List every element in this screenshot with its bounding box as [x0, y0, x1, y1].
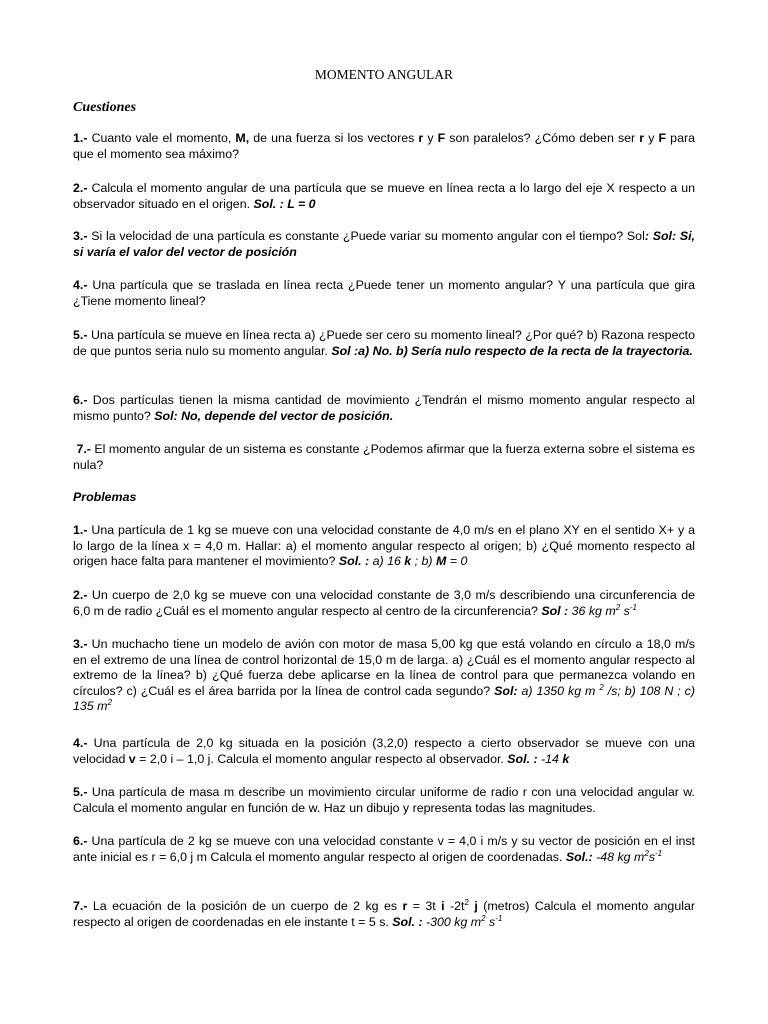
problem-7: 7.- La ecuación de la posición de un cuerpo de 2 kg es r = 3t i $-2t^2$ j (metros) Calcula el momento angular respecto al origen de coordenadas en ele instante t = 5 s. Sol. : -300 kg $m^2$ $s^{-1}$	[73, 897, 695, 929]
problem-2: 2.- Un cuerpo de 2,0 kg se mueve con una velocidad constante de 3,0 m/s describiendo una circunferencia de 6,0 m de radio ¿Cuál es el momento angular respecto al centro de la circunferencia? Sol : 36 kg $m^2$ $s^{-1}$	[73, 588, 695, 618]
question-1: 1.- Cuanto vale el momento, M, de una fuerza si los vectores r y F son paralelos? ¿Cómo deben ser r y F para que el momento sea máximo?	[73, 131, 695, 161]
question-number: 5.-	[73, 328, 88, 342]
question-3: 3.- Si la velocidad de una partícula es constante ¿Puede variar su momento angular con el tiempo? Sol: Sol: Si, si varía el valor del vector de posición	[73, 229, 695, 259]
question-number: 7.-	[76, 442, 91, 456]
problem-number: 4.-	[73, 736, 88, 750]
question-7: 7.- El momento angular de un sistema es constante ¿Podemos afirmar que la fuerza externa sobre el sistema es nula?	[73, 442, 695, 472]
section-heading-problemas: Problemas	[73, 490, 137, 504]
solution: Sol: No, depende del vector de posición.	[154, 408, 394, 423]
solution: Sol. : L = 0	[253, 196, 316, 211]
problem-number: 5.-	[73, 785, 88, 799]
question-2: 2.- Calcula el momento angular de una partícula que se mueve en línea recta a lo largo del eje X respecto a un observador situado en el origen. Sol. : L = 0	[73, 181, 695, 211]
problem-1: 1.- Una partícula de 1 kg se mueve con una velocidad constante de 4,0 m/s en el plano XY en el sentido X+ y a lo largo de la línea x = 4,0 m. Hallar: a) el momento angular respecto al origen; b) ¿Qué momento respecto al origen hace falta para mantener el movimiento? Sol. : a) 16 k ; b) M = 0	[73, 523, 695, 568]
solution: : Sol: Si, si varía el valor del vector de posición	[73, 229, 695, 259]
solution: Sol :a) No. b) Sería nulo respecto de la recta de la trayectoria.	[331, 343, 693, 358]
section-heading-cuestiones: Cuestiones	[73, 100, 137, 115]
question-number: 3.-	[73, 229, 88, 243]
problem-4: 4.- Una partícula de 2,0 kg situada en la posición (3,2,0) respecto a cierto observador se mueve con una velocidad v = 2,0 i – 1,0 j. Calcula el momento angular respecto al observador. Sol. : -14 k	[73, 736, 695, 766]
problem-5: 5.- Una partícula de masa m describe un movimiento circular uniforme de radio r con una velocidad angular w. Calcula el momento angular en función de w. Haz un dibujo y representa todas las magnitudes.	[73, 785, 695, 815]
page-title: MOMENTO ANGULAR	[314, 67, 454, 82]
problem-6: 6.- Una partícula de 2 kg se mueve con una velocidad constante v = 4,0 i m/s y su vector de posición en el inst ante inicial es r = 6,0 j m Calcula el momento angular respecto al origen de coordenadas. Sol.: -48 kg $m^2s^{-1}$	[73, 834, 695, 864]
question-number: 1.-	[73, 131, 88, 145]
question-number: 6.-	[73, 393, 88, 407]
problem-number: 1.-	[73, 523, 88, 537]
problem-number: 3.-	[73, 637, 88, 651]
question-number: 4.-	[73, 278, 88, 292]
problem-number: 7.-	[73, 899, 88, 913]
question-4: 4.- Una partícula que se traslada en línea recta ¿Puede tener un momento angular? Y una partícula que gira ¿Tiene momento lineal?	[73, 278, 695, 308]
problem-3: 3.- Un muchacho tiene un modelo de avión con motor de masa 5,00 kg que está volando en círculo a 18,0 m/s en el extremo de una línea de control horizontal de 15,0 m de larga. a) ¿Cuál es el momento angular respecto al extremo de la línea? b) ¿Qué fuerza debe aplicarse en la línea de control para que permanezca volando en círculos? c) ¿Cuál es el área barrida por la línea de control cada segundo? Sol: a) 1350 kg m $^2$ /s; b) 108 N ; c) 135 $m^2$	[73, 637, 696, 713]
question-5: 5.- Una partícula se mueve en línea recta a) ¿Puede ser cero su momento lineal? ¿Por qué? b) Razona respecto de que puntos seria nulo su momento angular. Sol :a) No. b) Sería nulo respecto de la recta de la trayectoria.	[73, 328, 695, 358]
question-number: 2.-	[73, 181, 88, 195]
question-6: 6.- Dos partículas tienen la misma cantidad de movimiento ¿Tendrán el mismo momento angular respecto al mismo punto? Sol: No, depende del vector de posición.	[73, 393, 695, 423]
problem-number: 6.-	[73, 834, 88, 848]
problem-number: 2.-	[73, 588, 88, 602]
